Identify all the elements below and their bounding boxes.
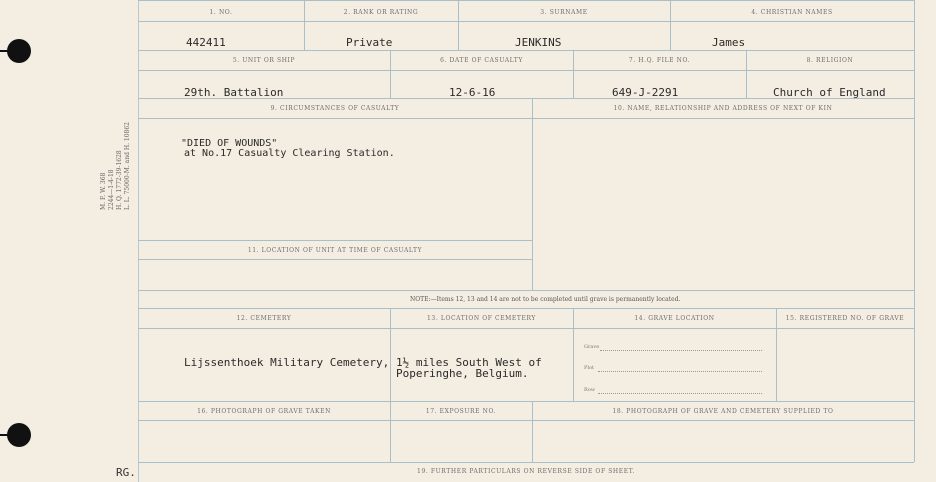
label-photo-supplied: 18. PHOTOGRAPH OF GRAVE AND CEMETERY SUPPLIED TO xyxy=(612,408,834,415)
side-line: H. Q. 1772-39-1628 xyxy=(116,150,123,210)
side-line: 2244—1-4-18 xyxy=(108,169,115,210)
rule xyxy=(138,290,914,291)
row-field-label: Row xyxy=(584,387,596,393)
religion-value: Church of England xyxy=(773,86,886,99)
rule xyxy=(138,118,914,119)
label-no: 1. NO. xyxy=(209,9,233,16)
label-further-particulars: 19. FURTHER PARTICULARS ON REVERSE SIDE OF SHEET. xyxy=(417,468,635,475)
label-location-cemetery: 13. LOCATION OF CEMETERY xyxy=(427,315,536,322)
rule xyxy=(138,0,914,1)
side-print-text xyxy=(100,122,132,210)
label-exposure-no: 17. EXPOSURE NO. xyxy=(425,408,497,415)
label-grave-location: 14. GRAVE LOCATION xyxy=(634,315,715,322)
label-date-casualty: 6. DATE OF CASUALTY xyxy=(440,57,523,64)
rule xyxy=(138,240,532,241)
circumstances-line-2: at No.17 Casualty Clearing Station. xyxy=(184,148,395,159)
location-line-2: Poperinghe, Belgium. xyxy=(396,367,529,380)
rule xyxy=(138,401,914,402)
date-value: 12-6-16 xyxy=(449,86,496,99)
footer-code: RG. xyxy=(116,466,136,479)
circumstances-line-1: "DIED OF WOUNDS" xyxy=(181,138,278,149)
grave-field-line xyxy=(600,350,762,351)
rank-value: Private xyxy=(346,36,393,49)
service-number: 442411 xyxy=(186,36,226,49)
rule xyxy=(138,259,532,260)
cemetery-value: Lijssenthoek Military Cemetery, xyxy=(184,356,390,369)
label-location-unit: 11. LOCATION OF UNIT AT TIME OF CASUALTY xyxy=(247,247,423,254)
side-line: M. F. W. 368 xyxy=(100,172,107,210)
plot-field-line xyxy=(598,371,762,372)
label-next-of-kin: 10. NAME, RELATIONSHIP AND ADDRESS OF NEXT OF KIN xyxy=(613,105,833,112)
unit-value: 29th. Battalion xyxy=(184,86,284,99)
rule xyxy=(138,50,914,51)
binder-stub-top xyxy=(0,50,16,52)
binder-stub-bottom xyxy=(0,434,16,436)
rule xyxy=(138,70,914,71)
label-religion: 8. RELIGION xyxy=(806,57,854,64)
rule xyxy=(458,0,459,50)
side-line: L. L. 75000-M. and H. 10862 xyxy=(124,122,131,210)
location-line-1: 1½ miles South West of xyxy=(396,356,542,369)
rule xyxy=(304,0,305,50)
surname-value: JENKINS xyxy=(515,36,562,49)
label-registered-no: 15. REGISTERED NO. OF GRAVE xyxy=(785,315,905,322)
rule xyxy=(138,308,914,309)
label-unit: 5. UNIT OR SHIP xyxy=(232,57,296,64)
label-surname: 3. SURNAME xyxy=(540,9,588,16)
rule xyxy=(138,462,914,463)
label-rank: 2. RANK OR RATING xyxy=(343,9,419,16)
label-photo-taken: 16. PHOTOGRAPH OF GRAVE TAKEN xyxy=(197,408,331,415)
rule xyxy=(138,21,914,22)
label-circumstances: 9. CIRCUMSTANCES OF CASUALTY xyxy=(270,105,400,112)
plot-field-label: Plot xyxy=(584,365,594,371)
rule xyxy=(670,0,671,50)
row-field-line xyxy=(598,393,762,394)
label-christian-names: 4. CHRISTIAN NAMES xyxy=(751,9,833,16)
rule xyxy=(138,420,914,421)
rule xyxy=(532,98,533,290)
grave-field-label: Grave xyxy=(584,344,600,350)
rule xyxy=(914,0,915,462)
christian-names-value: James xyxy=(712,36,746,49)
rule xyxy=(138,328,914,329)
label-hq-file: 7. H.Q. FILE NO. xyxy=(628,57,691,64)
label-cemetery: 12. CEMETERY xyxy=(236,315,292,322)
note-text: NOTE:—Items 12, 13 and 14 are not to be completed until grave is permanently located. xyxy=(410,296,681,303)
hq-file-value: 649-J-2291 xyxy=(612,86,679,99)
